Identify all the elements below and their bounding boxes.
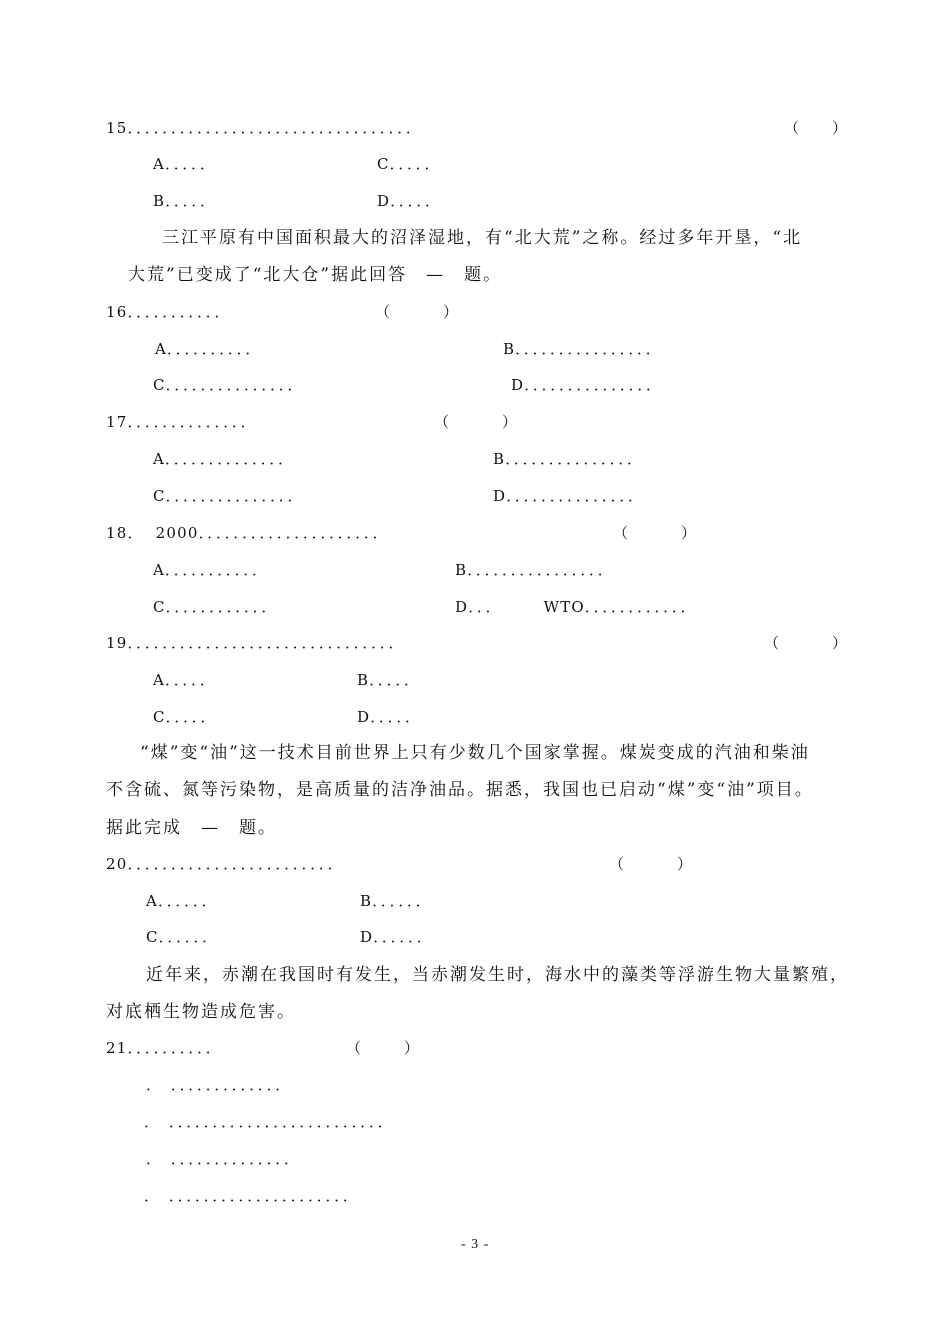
question-20-stem: 20．．．．．．．．．．．．．．．．．．．．．．．． (106, 855, 344, 873)
question-18-option-a: A．．．．．．．．．．． (153, 561, 269, 579)
question-18-stem: 18． 2000．．．．．．．．．．．．．．．．．．．．． (106, 524, 389, 542)
question-21-item-3: ． ．．．．．．．．．．．．．． (146, 1150, 301, 1168)
passage-2-line-2: 不含硫、氮等污染物，是高质量的洁净油品。据悉，我国也已启动“煤”变“油”项目。 (106, 780, 814, 800)
question-20-paren-close: ） (677, 855, 694, 873)
question-18-option-d: D．．． WTO．．．．．．．．．．．． (455, 598, 697, 616)
question-19-paren-close: ） (832, 634, 849, 652)
question-19-option-c: C．．．．． (153, 708, 217, 726)
question-16-paren-close: ） (443, 303, 460, 321)
question-21-item-4: ． ．．．．．．．．．．．．．．．．．．．．． (144, 1187, 360, 1205)
question-16-stem: 16．．．．．．．．．．． (106, 303, 231, 321)
question-19-paren-open: （ (764, 634, 781, 652)
question-20-option-a: A．．．．．． (146, 892, 218, 910)
question-15-option-b: B．．．．． (153, 192, 217, 210)
question-15-paren-open: （ (784, 119, 801, 137)
passage-3-line-1: 近年来，赤潮在我国时有发生，当赤潮发生时，海水中的藻类等浮游生物大量繁殖， (146, 965, 849, 985)
page-number: - 3 - (461, 1237, 490, 1252)
passage-2-line-1: “煤”变“油”这一技术目前世界上只有少数几个国家掌握。煤炭变成的汽油和柴油 (140, 743, 810, 763)
question-15-option-a: A．．．．． (153, 155, 217, 173)
question-20-option-c: C．．．．．． (146, 928, 219, 946)
question-18-paren-open: （ (613, 524, 630, 542)
question-21-stem: 21．．．．．．．．．． (106, 1039, 222, 1057)
question-18-option-c: C．．．．．．．．．．．． (153, 598, 278, 616)
question-18-paren-close: ） (681, 524, 698, 542)
passage-2-line-3: 据此完成 — 题。 (106, 818, 277, 838)
question-16-option-d: D．．．．．．．．．．．．．．． (511, 376, 663, 394)
question-16-option-b: B．．．．．．．．．．．．．．．． (503, 340, 662, 358)
question-20-option-d: D．．．．．． (360, 928, 433, 946)
question-21-paren-open: （ (346, 1039, 363, 1057)
question-20-option-b: B．．．．．． (360, 892, 432, 910)
question-19-stem: 19．．．．．．．．．．．．．．．．．．．．．．．．．．．．．．． (106, 634, 405, 652)
question-15-stem: 15．．．．．．．．．．．．．．．．．．．．．．．．．．．．．．．．． (106, 119, 423, 137)
passage-1-line-2: 大荒”已变成了“北大仓”据此回答 — 题。 (128, 265, 503, 285)
question-17-option-d: D．．．．．．．．．．．．．．． (493, 487, 645, 505)
question-17-stem: 17．．．．．．．．．．．．．． (106, 413, 257, 431)
question-20-paren-open: （ (609, 855, 626, 873)
question-19-option-a: A．．．．． (153, 671, 217, 689)
question-15-paren-close: ） (832, 119, 849, 137)
question-17-option-a: A．．．．．．．．．．．．．． (153, 450, 295, 468)
question-17-option-b: B．．．．．．．．．．．．．．． (493, 450, 644, 468)
question-17-paren-close: ） (502, 413, 519, 431)
question-16-option-c: C．．．．．．．．．．．．．．． (153, 376, 304, 394)
question-21-paren-close: ） (404, 1039, 421, 1057)
question-16-paren-open: （ (375, 303, 392, 321)
question-19-option-b: B．．．．． (357, 671, 421, 689)
question-15-option-c: C．．．．． (377, 155, 441, 173)
question-18-option-b: B．．．．．．．．．．．．．．．． (455, 561, 614, 579)
question-19-option-d: D．．．．． (357, 708, 422, 726)
question-16-option-a: A．．．．．．．．．． (155, 340, 262, 358)
question-17-paren-open: （ (434, 413, 451, 431)
question-17-option-c: C．．．．．．．．．．．．．．． (153, 487, 304, 505)
question-21-item-2: ． ．．．．．．．．．．．．．．．．．．．．．．．．． (144, 1113, 394, 1131)
question-15-option-d: D．．．．． (377, 192, 442, 210)
passage-1-line-1: 三江平原有中国面积最大的沼泽湿地，有“北大荒”之称。经过多年开垦，“北 (162, 228, 803, 248)
passage-3-line-2: 对底栖生物造成危害。 (106, 1002, 296, 1022)
question-21-item-1: ． ．．．．．．．．．．．．． (146, 1076, 292, 1094)
